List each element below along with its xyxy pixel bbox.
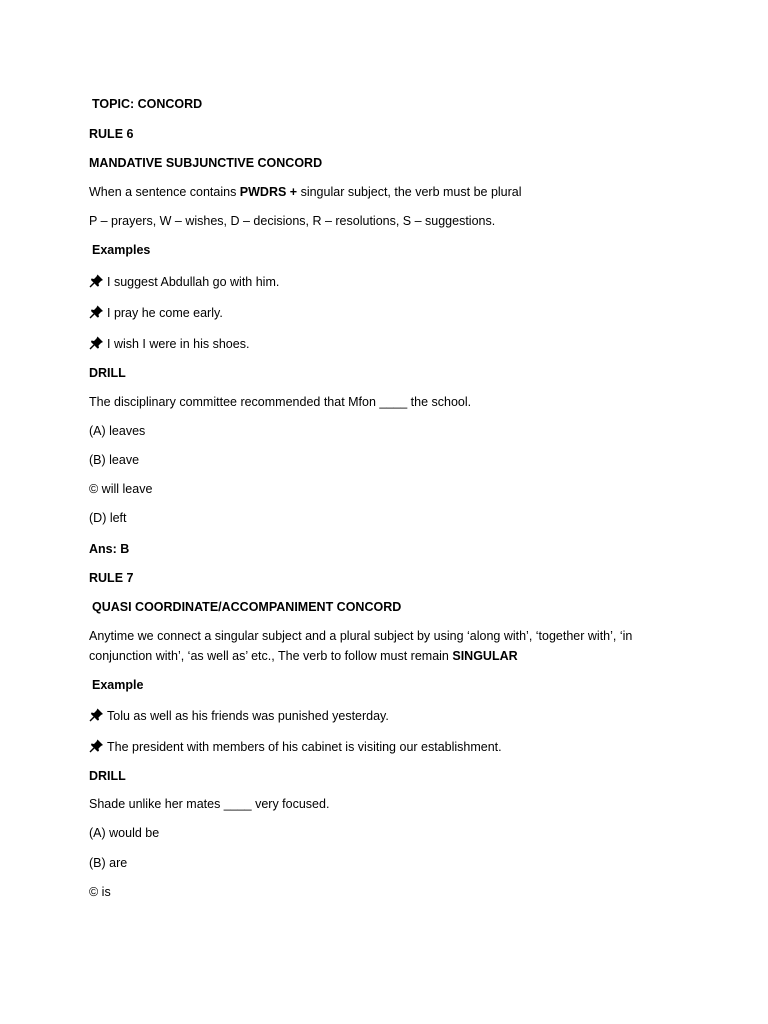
example-text: I suggest Abdullah go with him. bbox=[107, 275, 280, 289]
option-b: (B) are bbox=[89, 856, 128, 870]
option-c: © is bbox=[89, 885, 111, 899]
example-text: The president with members of his cabinet is visiting our establishment. bbox=[107, 740, 502, 754]
rule6-drill-label: DRILL bbox=[89, 366, 126, 380]
option-a: (A) leaves bbox=[89, 424, 146, 438]
option-d: (D) left bbox=[89, 511, 127, 525]
rule7-drill-question: Shade unlike her mates ____ very focused. bbox=[89, 797, 330, 811]
pushpin-icon bbox=[89, 305, 105, 319]
rule7-statement-pre: conjunction with’, ‘as well as’ etc., The verb to follow must remain bbox=[89, 649, 453, 663]
option-c: © will leave bbox=[89, 482, 153, 496]
rule6-examples-label: Examples bbox=[92, 243, 151, 257]
list-item bbox=[89, 708, 389, 724]
rule7-drill-label: DRILL bbox=[89, 769, 126, 783]
rule7-example-label: Example bbox=[92, 678, 144, 692]
pushpin-icon bbox=[89, 274, 105, 288]
rule7-title: QUASI COORDINATE/ACCOMPANIMENT CONCORD bbox=[92, 600, 402, 614]
list-item bbox=[89, 274, 279, 290]
list-item bbox=[89, 739, 502, 755]
rule6-statement-pre: When a sentence contains bbox=[89, 185, 240, 199]
option-b: (B) leave bbox=[89, 453, 140, 467]
rule6-drill-question: The disciplinary committee recommended that Mfon ____ the school. bbox=[89, 395, 472, 409]
rule7-statement-line2 bbox=[89, 648, 518, 664]
list-item bbox=[89, 305, 223, 321]
topic-heading: TOPIC: CONCORD bbox=[92, 97, 203, 111]
rule6-title: MANDATIVE SUBJUNCTIVE CONCORD bbox=[89, 156, 323, 170]
list-item bbox=[89, 336, 249, 352]
example-text: I wish I were in his shoes. bbox=[107, 337, 250, 351]
example-text: Tolu as well as his friends was punished yesterday. bbox=[107, 709, 389, 723]
rule6-key: P – prayers, W – wishes, D – decisions, R – resolutions, S – suggestions. bbox=[89, 214, 496, 228]
pushpin-icon bbox=[89, 336, 105, 350]
rule6-statement-post: singular subject, the verb must be plural bbox=[300, 185, 522, 199]
rule7-statement-bold: SINGULAR bbox=[452, 649, 518, 663]
rule7-heading: RULE 7 bbox=[89, 571, 134, 585]
option-a: (A) would be bbox=[89, 826, 160, 840]
rule6-answer: Ans: B bbox=[89, 542, 130, 556]
rule6-heading: RULE 6 bbox=[89, 127, 134, 141]
pushpin-icon bbox=[89, 708, 105, 722]
rule7-statement-line1: Anytime we connect a singular subject and a plural subject by using ‘along with’, ‘together with’, ‘in bbox=[89, 629, 633, 643]
pushpin-icon bbox=[89, 739, 105, 753]
rule6-statement-bold: PWDRS + bbox=[239, 185, 301, 199]
rule6-statement bbox=[89, 184, 522, 200]
example-text: I pray he come early. bbox=[107, 306, 223, 320]
